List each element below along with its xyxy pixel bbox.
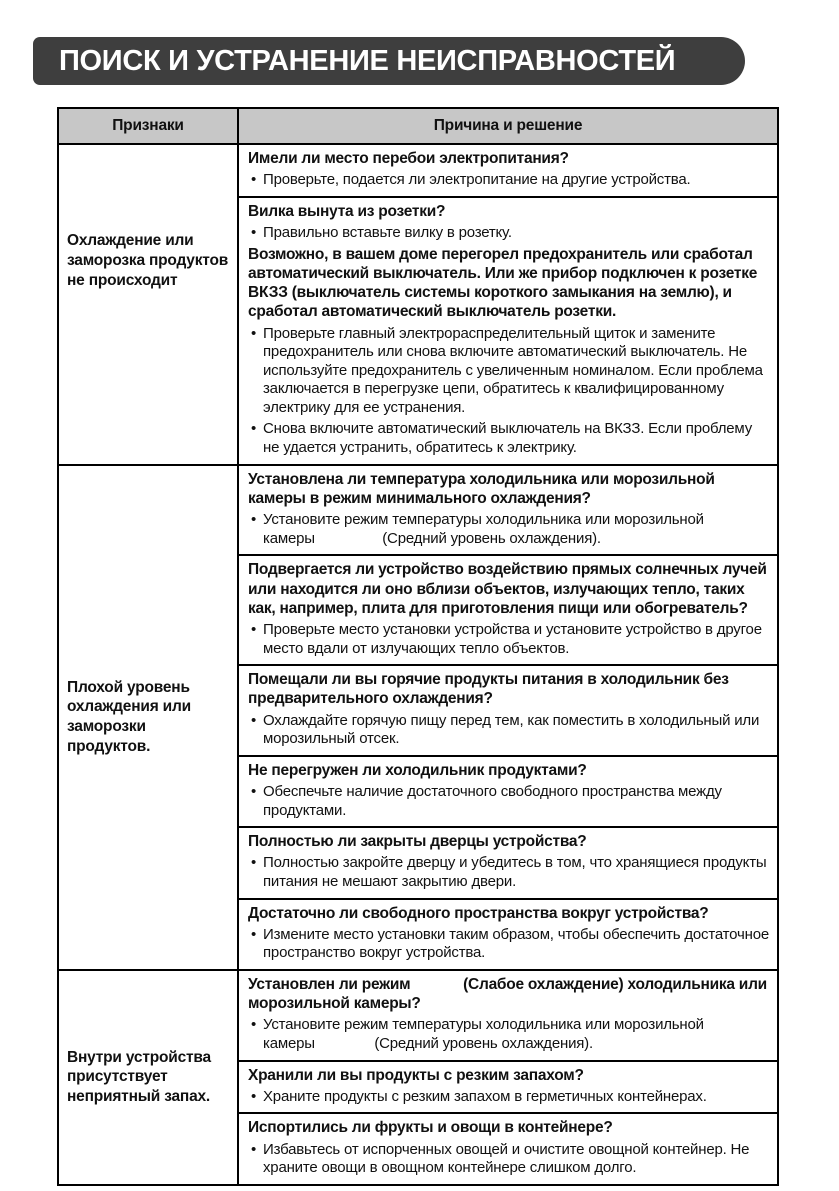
symptom-text: Внутри устройства присутствует неприятный запах. <box>67 1048 211 1106</box>
bullet-item: • Храните продукты с резким запахом в герметичных контейнерах. <box>248 1088 769 1107</box>
question-text: Имели ли место перебои электропитания? <box>248 150 569 167</box>
qa-block <box>239 755 777 826</box>
bullet-item: • Охлаждайте горячую пищу перед тем, как поместить в холодильный или морозильный отсек. <box>248 712 769 749</box>
bullet-item: • Проверьте место установки устройства и установите устройство в другое место вдали от излучающих тепло объектов. <box>248 621 769 658</box>
question-text: Испортились ли фрукты и овощи в контейнере? <box>248 1119 613 1137</box>
question-text: Не перегружен ли холодильник продуктами? <box>248 761 587 779</box>
bullet-item: • Установите режим температуры холодильника или морозильной камеры (Средний уровень охлаждения). <box>248 511 769 548</box>
qa-block <box>239 196 777 464</box>
header-label-cause: Причина и решение <box>433 117 583 134</box>
bullet-item: • Проверьте, подается ли электропитание на другие устройства. <box>248 171 769 190</box>
table-row <box>59 464 777 969</box>
question-text: Установлен ли режим (Слабое охлаждение) холодильника или морозильной камеры? <box>248 975 767 1013</box>
symptom-cell <box>59 971 239 1184</box>
page-title: ПОИСК И УСТРАНЕНИЕ НЕИСПРАВНОСТЕЙ <box>59 44 676 77</box>
bullet-item: • Правильно вставьте вилку в розетку. <box>248 224 769 243</box>
question-text: Установлена ли температура холодильника или морозильной камеры в режим минимального охлаждения? <box>248 470 715 507</box>
question-text: Полностью ли закрыты дверцы устройства? <box>248 833 587 851</box>
troubleshooting-table <box>57 107 779 1186</box>
header-cell-cause <box>239 109 777 143</box>
question-text: Подвергается ли устройство воздействию прямых солнечных лучей или находится ли оно вблизи объектов, излучающих тепло, таких как, например, плита для приготовления пищи или обогреватель? <box>248 561 767 617</box>
table-row <box>59 969 777 1184</box>
qa-block <box>239 898 777 969</box>
question-text: Хранили ли вы продукты с резким запахом? <box>248 1066 584 1084</box>
question-text: Вилка вынута из розетки? <box>248 202 446 220</box>
header-cell-symptoms <box>59 109 239 143</box>
qa-block <box>239 664 777 755</box>
cause-cell <box>239 145 777 464</box>
qa-block <box>239 826 777 897</box>
bullet-item: • Проверьте главный электрораспределительный щиток и замените предохранитель или снова включите автоматический выключатель. Не используйте предохранитель с увеличенным номиналом. Если проблема заключается в перегрузке цепи, обратитесь к квалифицированному электрику для ее устранения. <box>248 325 769 418</box>
bullet-item: • Установите режим температуры холодильника или морозильной камеры (Средний уровень охлаждения). <box>248 1016 769 1053</box>
page-title-banner <box>33 37 745 85</box>
qa-block <box>239 1060 777 1113</box>
bullet-item: • Обеспечьте наличие достаточного свободного пространства между продуктами. <box>248 783 769 820</box>
question-text: Помещали ли вы горячие продукты питания в холодильник без предварительного охлаждения? <box>248 671 729 708</box>
qa-block <box>239 1112 777 1183</box>
qa-block <box>239 554 777 664</box>
cause-cell <box>239 466 777 969</box>
bullet-item: • Снова включите автоматический выключатель на ВКЗЗ. Если проблему не удается устранить, обратитесь к электрику. <box>248 420 769 457</box>
bullet-item: • Полностью закройте дверцу и убедитесь в том, что хранящиеся продукты питания не мешают закрытию двери. <box>248 854 769 891</box>
table-header-row <box>59 109 777 143</box>
qa-block <box>239 971 777 1060</box>
bullet-item: • Избавьтесь от испорченных овощей и очистите овощной контейнер. Не храните овощи в овощном контейнере слишком долго. <box>248 1141 769 1178</box>
question-text: Достаточно ли свободного пространства вокруг устройства? <box>248 904 709 922</box>
qa-block <box>239 466 777 555</box>
bullet-item: • Измените место установки таким образом, чтобы обеспечить достаточное пространство вокруг устройства. <box>248 926 769 963</box>
symptom-cell <box>59 466 239 969</box>
symptom-cell <box>59 145 239 464</box>
cause-cell <box>239 971 777 1184</box>
table-row <box>59 143 777 464</box>
symptom-text: Охлаждение или заморозка продуктов не происходит <box>67 232 229 289</box>
symptom-text: Плохой уровень охлаждения или заморозки продуктов. <box>67 678 191 756</box>
qa-block <box>239 145 777 196</box>
header-label-symptoms: Признаки <box>112 117 184 134</box>
note-text: Возможно, в вашем доме перегорел предохранитель или сработал автоматический выключатель. Или же прибор подключен к розетке ВКЗЗ (выключатель системы короткого замыкания на землю), и сработал автоматический выключатель розетки. <box>248 245 758 321</box>
